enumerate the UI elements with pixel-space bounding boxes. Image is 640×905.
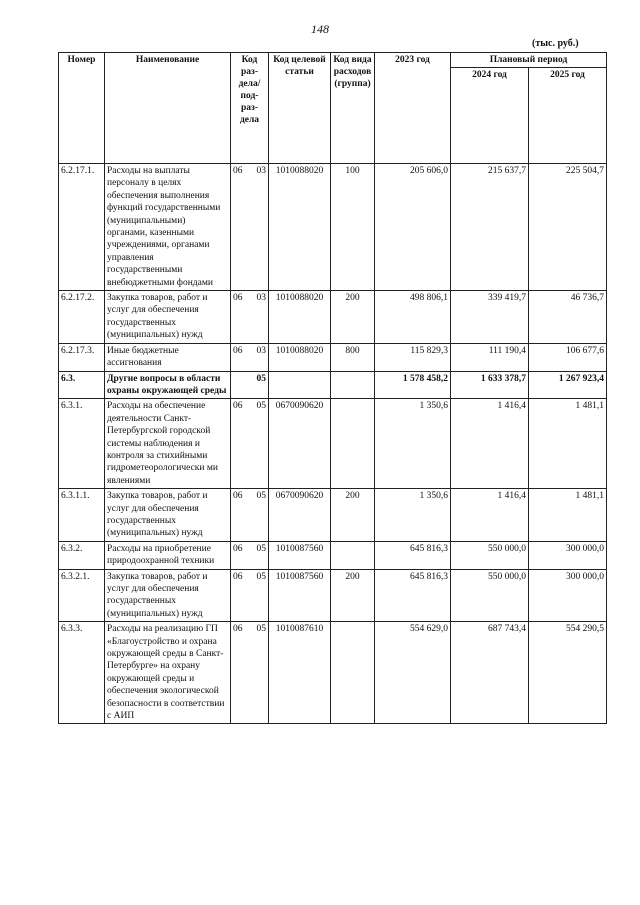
cell-kod-vida xyxy=(331,541,375,569)
podrazdel-code: 05 xyxy=(256,373,266,384)
cell-nomer: 6.2.17.3. xyxy=(59,343,105,371)
cell-year-2025: 1 481,1 xyxy=(529,399,607,489)
cell-year-2025: 554 290,5 xyxy=(529,622,607,724)
cell-kod-tselevoy: 1010088020 xyxy=(269,164,331,291)
cell-year-2023: 205 606,0 xyxy=(375,164,451,291)
table-row xyxy=(59,569,607,622)
cell-kod-tselevoy xyxy=(269,371,331,399)
cell-year-2024: 687 743,4 xyxy=(451,622,529,724)
cell-year-2023: 1 350,6 xyxy=(375,399,451,489)
cell-nomer: 6.3.2.1. xyxy=(59,569,105,622)
table-row xyxy=(59,291,607,344)
cell-kod-tselevoy: 0670090620 xyxy=(269,399,331,489)
cell-razdel xyxy=(231,343,269,371)
header-kod-tselevoy-stati: Код целевой статьи xyxy=(269,53,331,164)
razdel-code: 06 xyxy=(233,624,243,635)
cell-year-2025: 1 481,1 xyxy=(529,489,607,542)
cell-year-2023: 645 816,3 xyxy=(375,541,451,569)
cell-nomer: 6.3.2. xyxy=(59,541,105,569)
cell-kod-vida xyxy=(331,399,375,489)
cell-razdel xyxy=(231,541,269,569)
cell-year-2023: 1 578 458,2 xyxy=(375,371,451,399)
table-row xyxy=(59,489,607,542)
cell-nomer: 6.3.3. xyxy=(59,622,105,724)
cell-kod-vida: 200 xyxy=(331,489,375,542)
cell-year-2023: 554 629,0 xyxy=(375,622,451,724)
header-nomer: Номер xyxy=(59,53,105,164)
cell-naimenovanie: Иные бюджетные ассигнования xyxy=(105,343,231,371)
header-year-2025: 2025 год xyxy=(529,68,607,164)
cell-kod-tselevoy: 1010088020 xyxy=(269,291,331,344)
cell-year-2023: 1 350,6 xyxy=(375,489,451,542)
cell-year-2024: 111 190,4 xyxy=(451,343,529,371)
cell-year-2023: 498 806,1 xyxy=(375,291,451,344)
cell-kod-tselevoy: 0670090620 xyxy=(269,489,331,542)
podrazdel-code: 05 xyxy=(256,401,266,412)
cell-year-2024: 1 416,4 xyxy=(451,399,529,489)
cell-razdel xyxy=(231,399,269,489)
cell-year-2024: 550 000,0 xyxy=(451,569,529,622)
razdel-code: 06 xyxy=(233,543,243,554)
podrazdel-code: 05 xyxy=(256,624,266,635)
cell-year-2024: 1 633 378,7 xyxy=(451,371,529,399)
cell-kod-vida: 800 xyxy=(331,343,375,371)
cell-razdel xyxy=(231,164,269,291)
podrazdel-code: 03 xyxy=(256,166,266,176)
table-row xyxy=(59,541,607,569)
cell-kod-vida xyxy=(331,622,375,724)
cell-kod-vida: 200 xyxy=(331,291,375,344)
cell-year-2024: 215 637,7 xyxy=(451,164,529,291)
cell-naimenovanie: Закупка товаров, работ и услуг для обеспечения государственных (муниципальных) нужд xyxy=(105,291,231,344)
cell-year-2025: 46 736,7 xyxy=(529,291,607,344)
cell-razdel xyxy=(231,291,269,344)
header-kod-vida-rashodov: Код вида расходов (группа) xyxy=(331,53,375,164)
cell-year-2025: 300 000,0 xyxy=(529,541,607,569)
cell-kod-tselevoy: 1010087610 xyxy=(269,622,331,724)
cell-kod-tselevoy: 1010087560 xyxy=(269,569,331,622)
header-planovy-period: Плановый период xyxy=(451,53,607,68)
cell-year-2023: 115 829,3 xyxy=(375,343,451,371)
cell-nomer: 6.3. xyxy=(59,371,105,399)
cell-year-2025: 1 267 923,4 xyxy=(529,371,607,399)
table-row xyxy=(59,371,607,399)
cell-year-2024: 550 000,0 xyxy=(451,541,529,569)
header-year-2024: 2024 год xyxy=(451,68,529,164)
header-kod-razdela: Код раз-дела/ под-раз-дела xyxy=(231,53,269,164)
cell-razdel xyxy=(231,569,269,622)
cell-kod-tselevoy: 1010087560 xyxy=(269,541,331,569)
table-row xyxy=(59,622,607,724)
cell-year-2025: 106 677,6 xyxy=(529,343,607,371)
razdel-code: 06 xyxy=(233,571,243,582)
razdel-code: 06 xyxy=(233,166,243,176)
budget-table xyxy=(58,52,607,724)
razdel-code: 06 xyxy=(233,401,243,412)
cell-naimenovanie: Расходы на выплаты персоналу в целях обеспечения выполнения функций государственными (муниципальными) органами, казенными учреждениями, органами управления государственными внебюджетными фондами xyxy=(105,164,231,291)
cell-naimenovanie: Расходы на приобретение природоохранной техники xyxy=(105,541,231,569)
cell-naimenovanie: Закупка товаров, работ и услуг для обеспечения государственных (муниципальных) нужд xyxy=(105,569,231,622)
razdel-code: 06 xyxy=(233,345,243,356)
table-row xyxy=(59,164,607,291)
cell-year-2024: 339 419,7 xyxy=(451,291,529,344)
cell-nomer: 6.3.1. xyxy=(59,399,105,489)
cell-kod-tselevoy: 1010088020 xyxy=(269,343,331,371)
cell-razdel xyxy=(231,489,269,542)
cell-naimenovanie: Расходы на реализацию ГП «Благоустройство и охрана окружающей среды в Санкт-Петербурге» на охрану окружающей среды и обеспечения экологической безопасности в соответствии с АИП xyxy=(105,622,231,724)
cell-year-2025: 225 504,7 xyxy=(529,164,607,291)
page-number: 148 xyxy=(311,22,329,36)
razdel-code: 06 xyxy=(233,491,243,502)
cell-year-2023: 645 816,3 xyxy=(375,569,451,622)
cell-kod-vida xyxy=(331,371,375,399)
cell-razdel xyxy=(231,622,269,724)
cell-nomer: 6.3.1.1. xyxy=(59,489,105,542)
cell-naimenovanie: Закупка товаров, работ и услуг для обеспечения государственных (муниципальных) нужд xyxy=(105,489,231,542)
podrazdel-code: 05 xyxy=(256,571,266,582)
header-year-2023: 2023 год xyxy=(375,53,451,164)
cell-naimenovanie: Другие вопросы в области охраны окружающей среды xyxy=(105,371,231,399)
table-row xyxy=(59,343,607,371)
cell-nomer: 6.2.17.2. xyxy=(59,291,105,344)
table-header xyxy=(59,53,607,164)
cell-razdel xyxy=(231,371,269,399)
unit-note: (тыс. руб.) xyxy=(532,38,579,49)
table-body xyxy=(59,164,607,724)
cell-nomer: 6.2.17.1. xyxy=(59,164,105,291)
razdel-code: 06 xyxy=(233,293,243,304)
cell-naimenovanie: Расходы на обеспечение деятельности Санкт-Петербургской городской системы наблюдения и контроля за стихийными гидрометеорологически ми явлениями xyxy=(105,399,231,489)
header-naimenovanie: Наименование xyxy=(105,53,231,164)
cell-year-2025: 300 000,0 xyxy=(529,569,607,622)
podrazdel-code: 05 xyxy=(256,491,266,502)
cell-kod-vida: 200 xyxy=(331,569,375,622)
podrazdel-code: 03 xyxy=(256,293,266,304)
cell-kod-vida: 100 xyxy=(331,164,375,291)
podrazdel-code: 03 xyxy=(256,345,266,356)
podrazdel-code: 05 xyxy=(256,543,266,554)
table-row xyxy=(59,399,607,489)
cell-year-2024: 1 416,4 xyxy=(451,489,529,542)
